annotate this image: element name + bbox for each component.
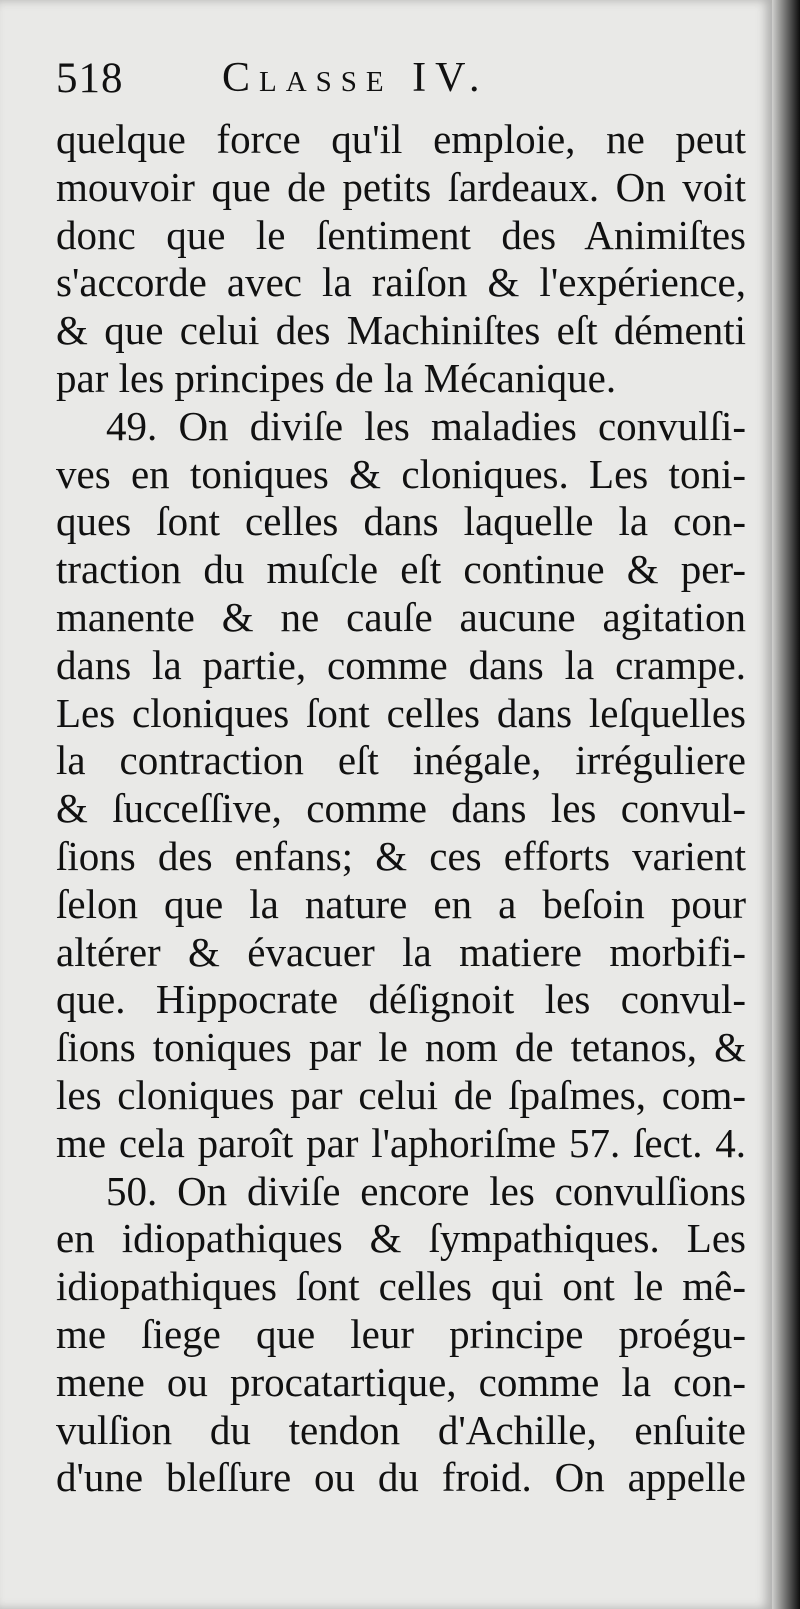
text-line: & que celui des Machiniſtes eſt démenti <box>56 307 746 354</box>
text-line: ques ſont celles dans laquelle la con- <box>56 498 746 545</box>
text-line: ſions des enfans; & ces efforts varient <box>56 832 746 879</box>
page-edge-shadow <box>772 0 800 1609</box>
text-line: par les principes de la Mécanique. <box>56 354 617 401</box>
text-line: manente & ne cauſe aucune agitation <box>56 593 746 640</box>
text-line: me cela paroît par l'aphoriſme 57. ſect. 4. <box>56 1119 746 1166</box>
text-line: la contraction eſt inégale, irréguliere <box>56 737 746 784</box>
text-line: idiopathiques ſont celles qui ont le mê- <box>56 1263 746 1310</box>
text-line: ſions toniques par le nom de tetanos, & <box>56 1024 746 1071</box>
page-header <box>56 50 746 116</box>
text-line: dans la partie, comme dans la crampe. <box>56 641 746 688</box>
text-line: & ſucceſſive, comme dans les convul- <box>56 785 746 832</box>
text-line: ſelon que la nature en a beſoin pour <box>56 880 746 927</box>
page-number: 518 <box>56 55 124 102</box>
text-line: mene ou procatartique, comme la con- <box>56 1358 746 1405</box>
text-line: d'une bleſſure ou du froid. On appelle <box>56 1454 746 1501</box>
text-line: vulſion du tendon d'Achille, enſuite <box>56 1406 746 1453</box>
text-line: altérer & évacuer la matiere morbifi- <box>56 928 746 975</box>
text-line: me ſiege que leur principe proégu- <box>56 1310 746 1357</box>
text-line: donc que le ſentiment des Animiſtes <box>56 211 746 258</box>
text-line: s'accorde avec la raiſon & l'expérience, <box>56 259 746 306</box>
text-line: ves en toniques & cloniques. Les toni- <box>56 450 746 497</box>
text-line: mouvoir que de petits ſardeaux. On voit <box>56 163 746 210</box>
text-line: quelque force qu'il emploie, ne peut <box>56 116 746 162</box>
running-head: Classe IV. <box>222 55 489 101</box>
paragraph-start-50: 50. On diviſe encore les convulſions <box>106 1167 746 1214</box>
text-line: traction du muſcle eſt continue & per- <box>56 546 746 593</box>
text-line: en idiopathiques & ſympathiques. Les <box>56 1215 746 1262</box>
paragraph-start-49: 49. On diviſe les maladies convulſi- <box>106 402 746 449</box>
text-line: Les cloniques ſont celles dans leſquelles <box>56 689 746 736</box>
text-line: que. Hippocrate déſignoit les convul- <box>56 976 746 1023</box>
text-line: les cloniques par celui de ſpaſmes, com- <box>56 1071 746 1118</box>
page-text <box>56 50 746 1502</box>
